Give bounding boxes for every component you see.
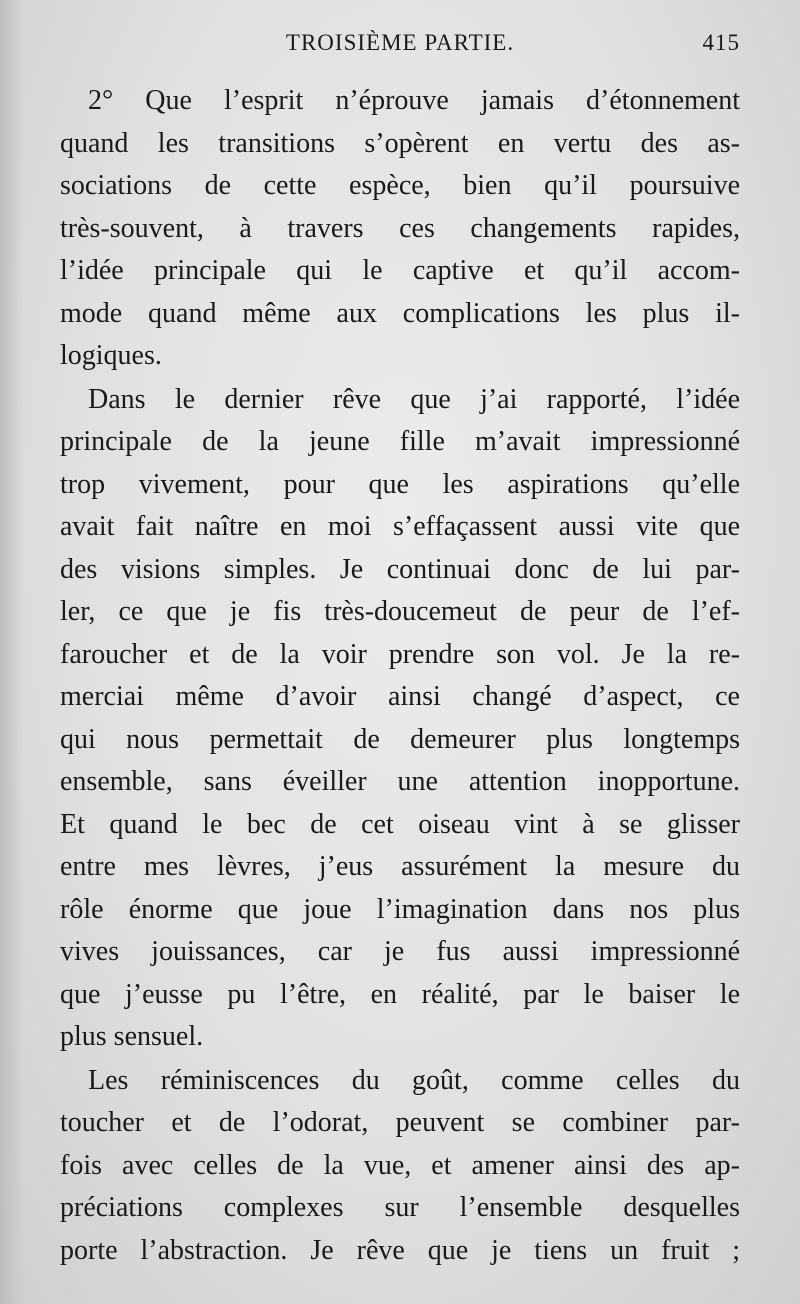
text-line: Dans le dernier rêve que j’ai rapporté, l’idée [88, 383, 740, 415]
text-line: merciai même d’avoir ainsi changé d’aspect, ce [60, 681, 740, 712]
text-line: qui nous permettait de demeurer plus longtemps [60, 723, 740, 755]
text-line: faroucher et de la voir prendre son vol. Je la re- [60, 638, 740, 670]
text-line: Et quand le bec de cet oiseau vint à se glisser [60, 808, 740, 840]
text-line: entre mes lèvres, j’eus assurément la mesure du [60, 851, 740, 882]
text-line: que j’eusse pu l’être, en réalité, par le baiser le [60, 978, 740, 1010]
text-line: plus sensuel. [60, 1021, 204, 1052]
text-line: toucher et de l’odorat, peuvent se combiner par- [60, 1107, 740, 1138]
text-line: logiques. [60, 340, 162, 371]
text-line: des visions simples. Je continuai donc de lui par- [60, 553, 740, 585]
text-line: mode quand même aux complications les plus il- [60, 297, 740, 329]
paragraph-1 [60, 80, 740, 378]
text-line: vives jouissances, car je fus aussi impressionné [60, 936, 740, 967]
body-text [60, 80, 740, 1273]
text-line: fois avec celles de la vue, et amener ainsi des ap- [60, 1149, 740, 1181]
text-line: très-souvent, à travers ces changements rapides, [60, 212, 740, 244]
text-line: ensemble, sans éveiller une attention inopportune. [60, 766, 740, 797]
text-line: l’idée principale qui le captive et qu’il accom- [60, 255, 740, 286]
page-number: 415 [702, 30, 740, 55]
text-line: sociations de cette espèce, bien qu’il poursuive [60, 170, 740, 201]
text-line: trop vivement, pour que les aspirations qu’elle [60, 468, 740, 500]
page-edge-shadow [0, 0, 24, 1304]
text-line: ler, ce que je fis très-doucemeut de peur de l’ef- [60, 596, 740, 627]
paragraph-2 [60, 379, 740, 1059]
running-head: TROISIÈME PARTIE. [285, 30, 515, 55]
text-line: avait fait naître en moi s’effaçassent aussi vite que [60, 511, 740, 542]
text-line: principale de la jeune fille m’avait impressionné [60, 426, 740, 457]
paragraph-3 [60, 1060, 740, 1273]
text-line: porte l’abstraction. Je rêve que je tiens un fruit ; [60, 1234, 740, 1266]
text-line: rôle énorme que joue l’imagination dans nos plus [60, 893, 740, 925]
text-line: 2° Que l’esprit n’éprouve jamais d’étonnement [88, 85, 740, 116]
text-line: Les réminiscences du goût, comme celles du [88, 1064, 740, 1096]
text-line: préciations complexes sur l’ensemble desquelles [60, 1192, 740, 1223]
text-line: quand les transitions s’opèrent en vertu des as- [60, 127, 740, 159]
page-header [60, 30, 740, 70]
